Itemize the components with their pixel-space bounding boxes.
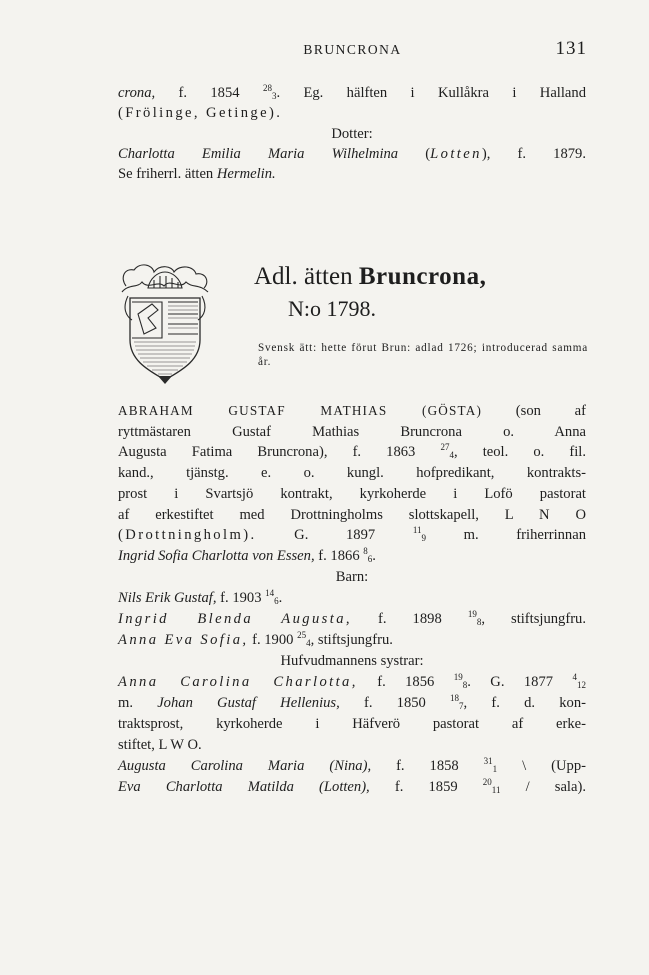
text-line: Anna Eva Sofia, f. 1900 $^{25}_4$, stiftsjungfru. — [118, 630, 393, 648]
text-line: traktsprost, kyrkoherde i Häfverö pastorat af erke- — [118, 716, 586, 732]
coat-of-arms-image — [118, 258, 212, 386]
text-line: prost i Svartsjö kontrakt, kyrkoherde i Lofö pastorat — [118, 486, 586, 502]
page-number: 131 — [555, 38, 587, 59]
text-line: stiftet, L W O. — [118, 737, 202, 753]
text-line: crona, f. 1854 $^{28}_3$. Eg. hälften i Kullåkra i Halland — [118, 83, 586, 101]
page-header — [118, 38, 587, 62]
text-line: Nils Erik Gustaf, f. 1903 $^{14}_6$. — [118, 588, 283, 606]
family-title: Adl. ätten Bruncrona, — [254, 263, 487, 290]
text-line: Anna Carolina Charlotta, f. 1856 $^{19}_8$. G. 1877 $^4_{12}$ — [118, 672, 586, 690]
text-line: ABRAHAM GUSTAF MATHIAS (GÖSTA) (son af — [118, 403, 586, 419]
text-line: Eva Charlotta Matilda (Lotten), f. 1859 $^{20}_{11}$ / sala). — [118, 777, 586, 795]
family-number: N:o 1798. — [288, 296, 376, 321]
running-title: BRUNCRONA — [303, 42, 402, 57]
text-line: (Drottningholm). G. 1897 $^{11}_9$ m. friherrinnan — [118, 525, 586, 543]
text-line: m. Johan Gustaf Hellenius, f. 1850 $^{18}_7$, f. d. kon- — [118, 693, 586, 711]
text-line: Augusta Carolina Maria (Nina), f. 1858 $^{31}_1$ \ (Upp- — [118, 756, 586, 774]
text-line: Se friherrl. ätten Hermelin. — [118, 166, 276, 182]
text-line: Ingrid Sofia Charlotta von Essen, f. 1866 $^8_6$. — [118, 546, 376, 564]
text-line: kand., tjänstg. e. o. kungl. hofpredikant, kontrakts- — [118, 465, 586, 481]
coat-of-arms-drawing — [118, 258, 212, 386]
text-line: Augusta Fatima Bruncrona), f. 1863 $^{27}_4$, teol. o. fil. — [118, 442, 586, 460]
text-line: Charlotta Emilia Maria Wilhelmina (Lotten), f. 1879. — [118, 146, 586, 162]
family-note: Svensk ätt: hette förut Brun: adlad 1726; introducerad samma år. — [258, 342, 588, 368]
text-line: Hufvudmannens systrar: — [280, 653, 424, 669]
text-line: (Frölinge, Getinge). — [118, 105, 283, 121]
text-line: ryttmästaren Gustaf Mathias Bruncrona o. Anna — [118, 424, 586, 440]
text-line: Dotter: — [331, 126, 373, 142]
text-line: af erkestiftet med Drottningholms slottskapell, L N O — [118, 507, 586, 523]
text-line: Ingrid Blenda Augusta, f. 1898 $^{19}_8$, stiftsjungfru. — [118, 609, 587, 627]
text-line: Barn: — [335, 569, 369, 585]
